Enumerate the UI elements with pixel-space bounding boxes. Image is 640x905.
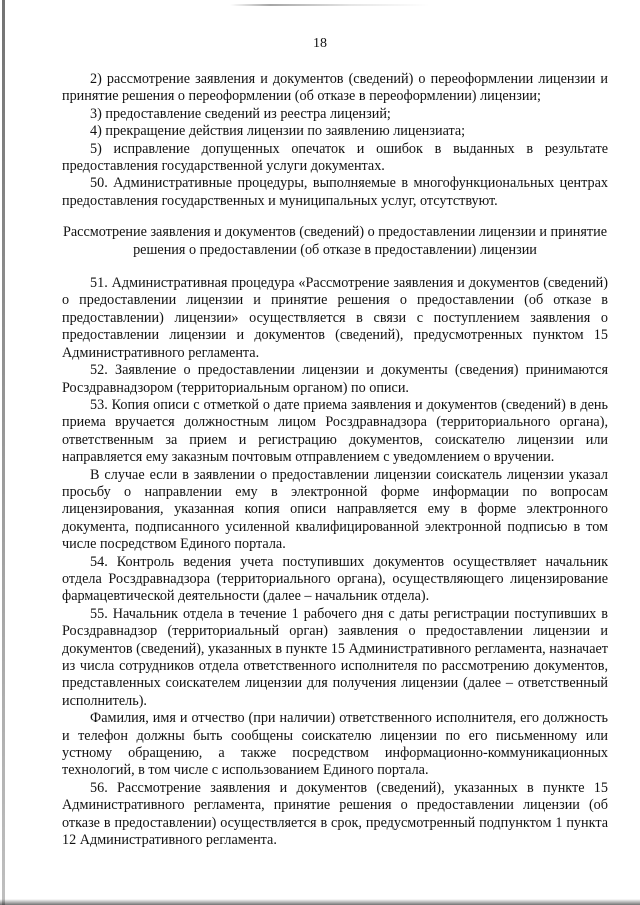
paragraph-51: 51. Административная процедура «Рассмотрение заявления и документов (сведений) о предоставлении лицензии и принятие решения о предоставлении (об отказе в предоставлении) лицензии» осуществляется в связи с поступлением заявления о предоставлении лицензии и документов (сведений), предусмотренных пунктом 15 Административного регламента. (62, 275, 608, 361)
paragraph-item-3: 3) предоставление сведений из реестра лицензий; (90, 105, 391, 122)
scan-artifact-left-edge (2, 0, 5, 905)
paragraph-54: 54. Контроль ведения учета поступивших документов осуществляет начальник отдела Росздравнадзора (территориального органа), осуществляющего лицензирование фармацевтической деятельности (далее – начальник отдела). (62, 553, 608, 605)
paragraph-item-4: 4) прекращение действия лицензии по заявлению лицензиата; (90, 123, 466, 140)
paragraph-56: 56. Рассмотрение заявления и документов (сведений), указанных в пункте 15 Административного регламента, принятие решения о предоставлении лицензии (об отказе в предоставлении) осуществляется в срок, предусмотренный подпунктом 1 пункта 12 Административного регламента. (62, 779, 608, 849)
paragraph-item-5: 5) исправление допущенных опечаток и ошибок в выданных в результате предоставления государственной услуги документах. (62, 140, 608, 175)
paragraph-item-2: 2) рассмотрение заявления и документов (сведений) о переоформлении лицензии и принятие решения о переоформлении (об отказе в переоформлении) лицензии; (62, 71, 608, 105)
page-number: 18 (313, 36, 327, 51)
paragraph-55-continued: Фамилия, имя и отчество (при наличии) ответственного исполнителя, его должность и телефон должны быть сообщены соискателю лицензии по его письменному или устному обращению, а также посредством информационно-коммуникационных технологий, в том числе с использованием Единого портала. (62, 710, 608, 779)
paragraph-52: 52. Заявление о предоставлении лицензии и документы (сведения) принимаются Росздравнадзором (территориальным органом) по описи. (62, 362, 608, 396)
paragraph-50: 50. Административные процедуры, выполняемые в многофункциональных центрах предоставления государственных и муниципальных услуг, отсутствуют. (62, 175, 608, 209)
scan-artifact-bottom-edge (0, 899, 640, 905)
document-body (62, 71, 608, 849)
paragraph-53-continued: В случае если в заявлении о предоставлении лицензии соискатель лицензии указал просьбу о направлении ему в электронной форме информации по вопросам лицензирования, указанная копия описи направляется ему в форме электронного документа, подписанного усиленной квалифицированной электронной подписью в том числе посредством Единого портала. (62, 466, 608, 553)
paragraph-55: 55. Начальник отдела в течение 1 рабочего дня с даты регистрации поступивших в Росздравнадзор (территориальный орган) заявления о предоставлении лицензии и документов (сведений), указанных в пункте 15 Административного регламента, назначает из числа сотрудников отдела ответственного исполнителя по рассмотрению документов, представленных соискателем лицензии для получения лицензии (далее – ответственный исполнитель). (62, 605, 608, 709)
section-heading: Рассмотрение заявления и документов (сведений) о предоставлении лицензии и принятие решения о предоставлении (об отказе в предоставлении) лицензии (62, 224, 607, 258)
scan-artifact-top (230, 4, 430, 6)
paragraph-53: 53. Копия описи с отметкой о дате приема заявления и документов (сведений) в день приема вручается должностным лицом Росздравнадзора (территориального органа), ответственным за прием и регистрацию документов, соискателю лицензии или направляется ему заказным почтовым отправлением с уведомлением о вручении. (62, 396, 608, 466)
